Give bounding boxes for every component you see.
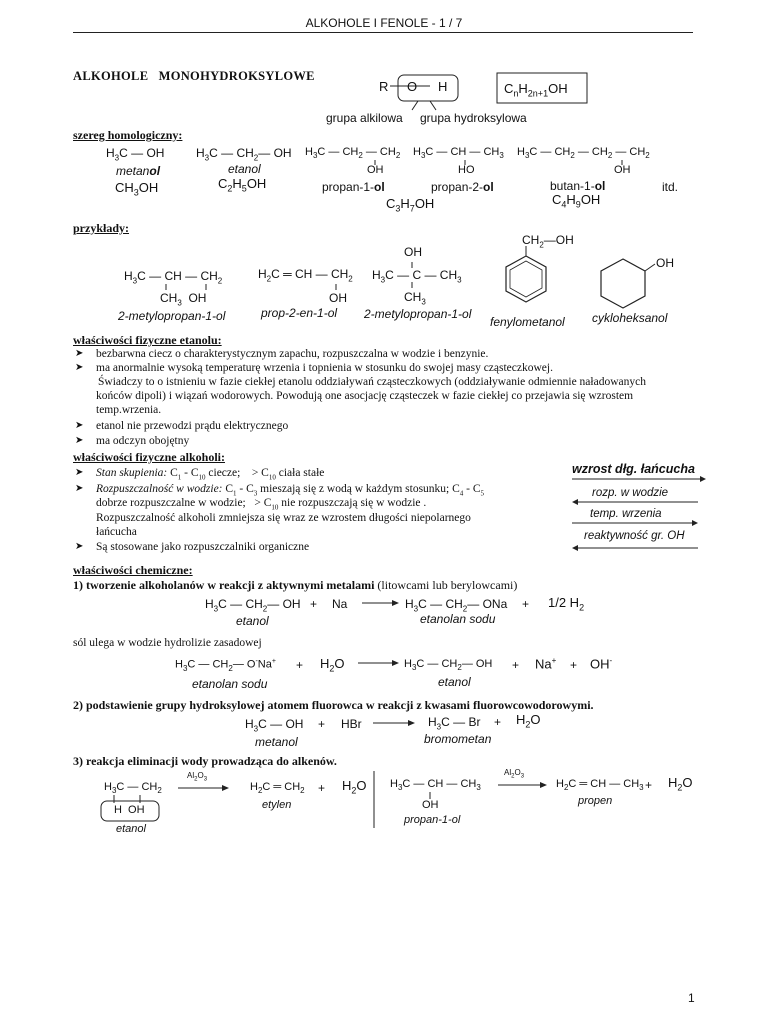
bullet-icon: ➤ (75, 467, 84, 478)
butan1-oh: OH (614, 164, 631, 176)
r3-reactant-1: $H_3C$ — $CH_2$ (104, 781, 162, 796)
section-heading: ALKOHOLE MONOHYDROKSYLOWE (73, 69, 315, 83)
bullet-icon: ➤ (75, 348, 84, 359)
phys-ethanol-heading: właściwości fizyczne etanolu: (73, 333, 222, 347)
example3-formula: $H_3C$ — C — $CH_3$ (372, 268, 462, 285)
hydroxyl-group-label: grupa hydroksylowa (420, 111, 527, 125)
phys-ethanol-item-3: Świadczy to o istnieniu w fazie ciekłej etanolu oddziaływań cząsteczkowych (oddziaływanie odmiennie naładowanych (98, 376, 646, 388)
r2-water: $H_2O$ (516, 712, 541, 730)
r2-name-1: metanol (255, 735, 298, 749)
bullet-icon: ➤ (75, 435, 84, 446)
r1-plus-2: + (522, 597, 530, 611)
h-reactant-1: $H_3C$ — $CH_2—$ O-Na+ (175, 658, 276, 673)
ethanol-molecular: $C_2H_5OH$ (218, 176, 267, 194)
r1-reactant-1: $H_3C$ — $CH_2—$ OH (205, 597, 301, 614)
solubility-line-3: Rozpuszczalność alkoholi zmniejsza się wraz ze wzrostem długości niepolarnego (96, 512, 471, 524)
butan1-formula: $H_3C$ — $CH_2$ — $CH_2$ — $CH_2$ (517, 146, 650, 161)
r3-reactant-2: $H_3C$ — CH — $CH_3$ (390, 778, 481, 793)
example3-oh: OH (404, 245, 422, 259)
solvent-line: Są stosowane jako rozpuszczalniki organiczne (96, 541, 310, 553)
propan2-formula: $H_3C$ — CH — $CH_3$ (413, 146, 504, 161)
page-number: 1 (688, 991, 695, 1005)
r1-product-1: $H_3C$ — $CH_2—$ ONa (405, 597, 508, 614)
h-na-ion: Na+ (535, 656, 557, 672)
r2-product-1: $H_3C$ — Br (428, 715, 481, 732)
propan2-name: propan-2-ol (431, 180, 494, 194)
solubility-line-1: Rozpuszczalność w wodzie: $C_1 - C_3$ mieszają się z wodą w każdym stosunku; $C_4 - C_5$ (96, 483, 485, 498)
propanol-molecular: $C_3H_7OH$ (386, 196, 435, 214)
chem-heading: właściwości chemiczne: (73, 563, 193, 577)
h-label: H (438, 79, 448, 94)
ethanol-formula: $H_3C$ — $CH_2—$ OH (196, 146, 292, 163)
etc-label: itd. (662, 180, 679, 194)
homolog-heading: szereg homologiczny: (73, 128, 183, 142)
trend-solubility: rozp. w wodzie (592, 487, 669, 499)
r3-catalyst: $Al_2O_3$ (504, 768, 525, 780)
r3-reactant-1b: H OH (114, 804, 145, 816)
methanol-molecular: $CH_3OH$ (115, 180, 159, 198)
h-name-1: etanolan sodu (192, 677, 268, 691)
example1-sub: $CH_3$ OH (160, 291, 207, 308)
h-product-1: $H_3C$ — $CH_2—$ OH (404, 658, 493, 673)
r1-name-1: etanol (236, 614, 269, 628)
r3-name-3: propan-1-ol (404, 814, 461, 826)
propan1-formula: $H_3C$ — $CH_2$ — $CH_2$ (305, 146, 401, 161)
r3-reactant-2b: OH (422, 799, 439, 811)
phys-ethanol-item-5: temp.wrzenia. (96, 404, 162, 416)
r3-plus-1: + (318, 781, 326, 795)
example5-name: cykloheksanol (592, 311, 668, 325)
r3-water-2: $H_2O$ (668, 775, 693, 793)
solubility-line-2: dobrze rozpuszczalne w wodzie; > $C_{10}$ nie rozpuszczają się w wodzie . (96, 497, 427, 512)
r3-plus-2: + (645, 778, 653, 792)
general-formula: $C_nH_{2n+1}OH$ (504, 81, 568, 99)
example1-name: 2-metylopropan-1-ol (118, 309, 226, 323)
h-plus-2: + (512, 658, 520, 672)
trend-header: wzrost dłg. łańcucha (572, 462, 695, 476)
bullet-icon: ➤ (75, 483, 84, 494)
reaction1-title: 1) tworzenie alkoholanów w reakcji z aktywnymi metalami (litowcami lub berylowcami) (73, 578, 518, 592)
hydrolysis-note: sól ulega w wodzie hydrolizie zasadowej (73, 637, 262, 649)
phys-ethanol-item-7: ma odczyn obojętny (96, 435, 190, 447)
r3-product-2: $H_2C$ ═ CH — $CH_3$ (556, 778, 644, 793)
phys-ethanol-item-4: końców dipoli) i wiązań wodorowych. Powodują one asocjację cząsteczek w fazie ciekłej co przejawia się wzrostem (96, 390, 634, 402)
methanol-formula: $H_3C$ — OH (106, 146, 165, 163)
reaction2-title: 2) podstawienie grupy hydroksylowej atomem fluorowca w reakcji z kwasami fluorowcowodorowymi. (73, 698, 594, 712)
r3-name-2: etylen (262, 799, 292, 811)
phys-alcohols-heading: właściwości fizyczne alkoholi: (73, 450, 225, 464)
r2-reactant-1: $H_3C$ — OH (245, 717, 304, 734)
h-name-2: etanol (438, 675, 471, 689)
h-plus-3: + (570, 658, 578, 672)
propan2-oh: HO (458, 164, 475, 176)
r3-name-1: etanol (116, 823, 146, 835)
trend-reactivity: reaktywność gr. OH (584, 530, 685, 542)
example4-group: $CH_2—OH$ (522, 233, 574, 250)
butanol-molecular: $C_4H_9OH$ (552, 192, 601, 210)
o-label: O (407, 79, 418, 94)
methanol-name: metanol (116, 164, 161, 178)
r2-plus-2: + (494, 715, 502, 729)
phys-ethanol-item-6: etanol nie przewodzi prądu elektrycznego (96, 420, 289, 432)
trend-boiling: temp. wrzenia (590, 508, 662, 520)
ethanol-name: etanol (228, 162, 261, 176)
example1-formula: $H_3C$ — CH — $CH_2$ (124, 269, 223, 286)
bullet-icon: ➤ (75, 362, 84, 373)
r2-name-2: bromometan (424, 732, 492, 746)
bullet-icon: ➤ (75, 541, 84, 552)
propan1-oh: OH (367, 164, 384, 176)
example3-name: 2-metylopropan-1-ol (364, 307, 472, 321)
example3-ch3: $CH_3$ (404, 290, 426, 307)
h-oh-ion: OH- (590, 656, 613, 672)
r1-na: Na (332, 597, 348, 611)
h-plus-1: + (296, 658, 304, 672)
r2-hbr: HBr (341, 717, 362, 731)
phys-ethanol-item-1: bezbarwna ciecz o charakterystycznym zapachu, rozpuszczalna w wodzie i benzynie. (96, 348, 489, 360)
example5-oh: OH (656, 256, 674, 270)
examples-heading: przykłady: (73, 221, 130, 235)
butan1-name: butan-1-ol (550, 179, 606, 193)
bullet-icon: ➤ (75, 420, 84, 431)
page-header-title: ALKOHOLE I FENOLE - 1 / 7 (305, 16, 463, 30)
propan1-name: propan-1-ol (322, 180, 385, 194)
r1-h2: 1/2 $H_2$ (548, 595, 585, 613)
phys-ethanol-item-2: ma anormalnie wysoką temperaturę wrzenia i topnienia w stosunku do swojej masy cząsteczkowej. (96, 362, 553, 374)
state-line: Stan skupienia: $C_1 - C_{10}$ ciecze; > $C_{10}$ ciała stałe (96, 467, 325, 482)
example2-formula: $H_2C$ ═ CH — $CH_2$ (258, 267, 353, 284)
r2-plus-1: + (318, 717, 326, 731)
example2-name: prop-2-en-1-ol (261, 306, 338, 320)
solubility-line-4: łańcucha (96, 526, 137, 538)
example4-name: fenylometanol (490, 315, 565, 329)
r1-plus-1: + (310, 597, 318, 611)
example2-oh: OH (329, 291, 347, 305)
h-water: $H_2O$ (320, 656, 345, 674)
r3-product-1: $H_2C$ ═ $CH_2$ (250, 781, 305, 796)
reaction3-title: 3) reakcja eliminacji wody prowadząca do alkenów. (73, 754, 337, 768)
r3-water-1: $H_2O$ (342, 778, 367, 796)
r-label: R (379, 79, 389, 94)
r1-name-2: etanolan sodu (420, 612, 496, 626)
r3-name-4: propen (578, 795, 613, 807)
r3-catalyst: $Al_2O_3$ (187, 771, 208, 783)
alkyl-group-label: grupa alkilowa (326, 111, 403, 125)
